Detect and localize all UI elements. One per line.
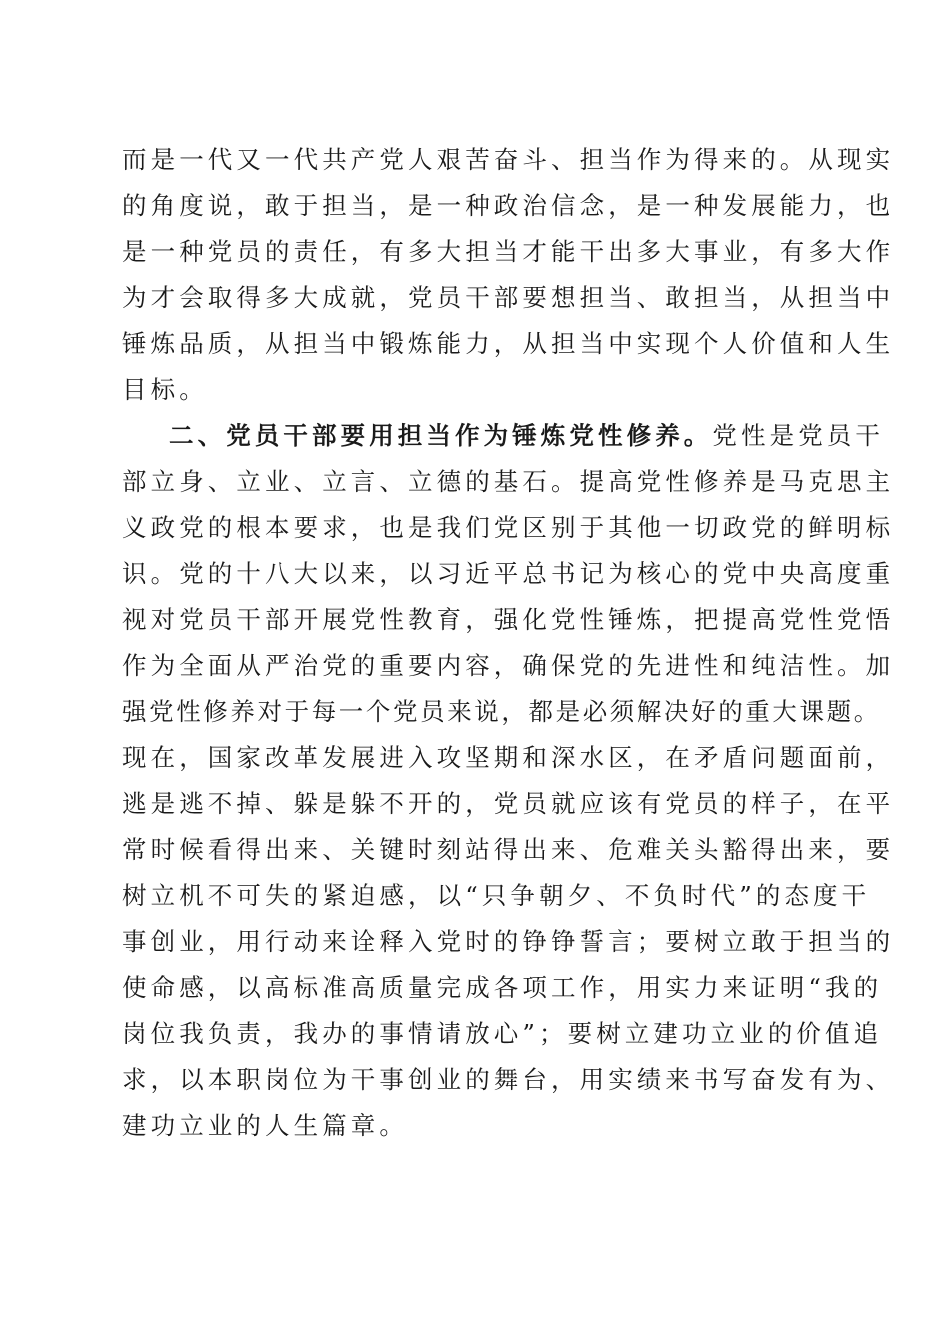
text-line: 视对党员干部开展党性教育，强化党性锤炼，把提高党性党悟 <box>122 605 895 634</box>
text-line: 强党性修养对于每一个党员来说，都是必须解决好的重大课题。 <box>122 697 881 726</box>
text-line: 作为全面从严治党的重要内容，确保党的先进性和纯洁性。加 <box>122 651 895 680</box>
text-line: 识。党的十八大以来，以习近平总书记为核心的党中央高度重 <box>122 559 895 588</box>
text-line: 是一种党员的责任，有多大担当才能干出多大事业，有多大作 <box>122 237 895 266</box>
text-line: 为才会取得多大成就，党员干部要想担当、敢担当，从担当中 <box>122 283 895 312</box>
text-line: 常时候看得出来、关键时刻站得出来、危难关头豁得出来，要 <box>122 835 895 864</box>
text-line: 部立身、立业、立言、立德的基石。提高党性修养是马克思主 <box>122 467 895 496</box>
text-line: 逃是逃不掉、躲是躲不开的，党员就应该有党员的样子，在平 <box>122 789 895 818</box>
text-line: 岗位我负责，我办的事情请放心”；要树立建功立业的价值追 <box>122 1019 883 1048</box>
text-line: 的角度说，敢于担当，是一种政治信念，是一种发展能力，也 <box>122 191 895 220</box>
text-line: 树立机不可失的紧迫感，以“只争朝夕、不负时代”的态度干 <box>122 881 871 910</box>
text-line: 现在，国家改革发展进入攻坚期和深水区，在矛盾问题面前， <box>122 743 895 772</box>
section-heading-line <box>169 421 884 451</box>
text-line: 求，以本职岗位为干事创业的舞台，用实绩来书写奋发有为、 <box>122 1065 895 1094</box>
text-line: 建功立业的人生篇章。 <box>122 1111 408 1140</box>
text-line: 锤炼品质，从担当中锻炼能力，从担当中实现个人价值和人生 <box>122 329 895 358</box>
text-line: 而是一代又一代共产党人艰苦奋斗、担当作为得来的。从现实 <box>122 145 895 174</box>
section-heading: 二、党员干部要用担当作为锤炼党性修养。 <box>169 421 713 450</box>
section-heading-continuation: 党性是党员干 <box>712 421 885 450</box>
text-line: 目标。 <box>122 375 208 404</box>
text-line: 义政党的根本要求，也是我们党区别于其他一切政党的鲜明标 <box>122 513 895 542</box>
text-line: 事创业，用行动来诠释入党时的铮铮誓言；要树立敢于担当的 <box>122 927 895 956</box>
text-line: 使命感，以高标准高质量完成各项工作，用实力来证明“我的 <box>122 973 883 1002</box>
